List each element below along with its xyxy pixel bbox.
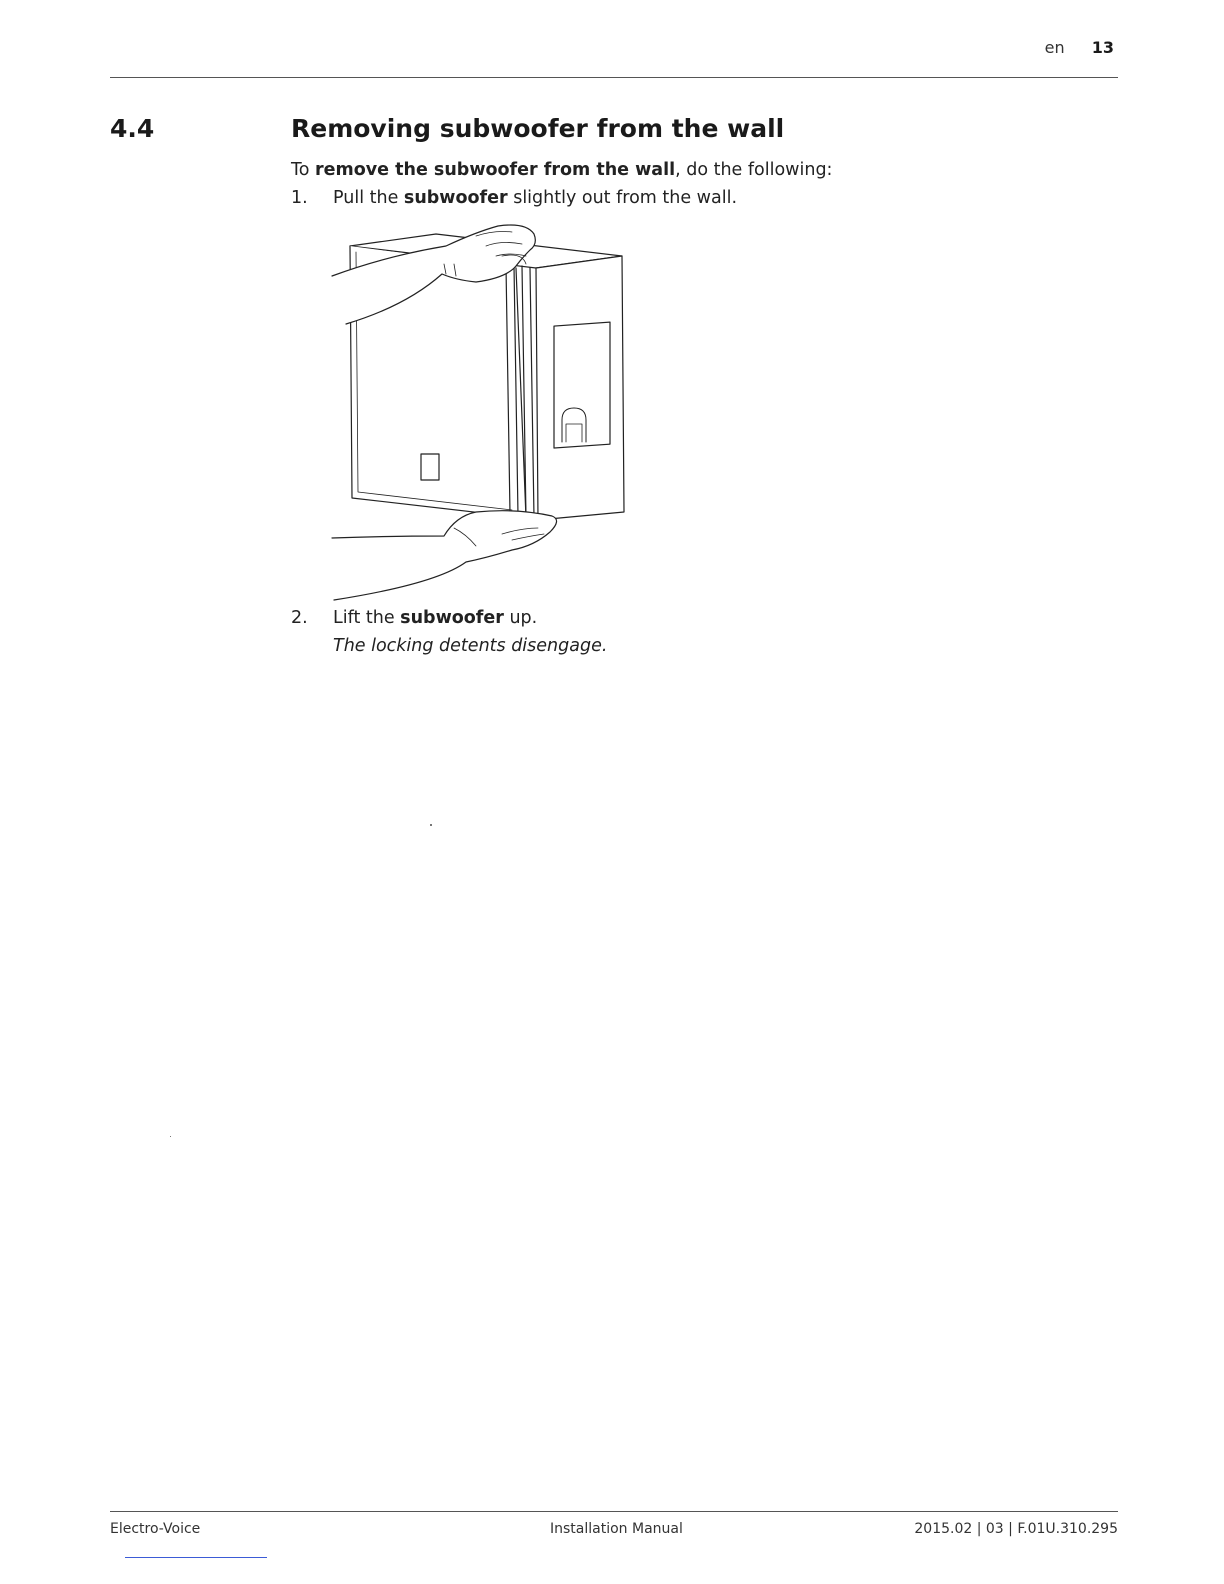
step-prefix: Pull the — [333, 188, 404, 208]
step-suffix: slightly out from the wall. — [507, 188, 738, 208]
footer-document-title: Installation Manual — [550, 1521, 683, 1537]
intro-paragraph — [291, 160, 832, 180]
step-prefix: Lift the — [333, 608, 401, 628]
section-number: 4.4 — [110, 114, 155, 143]
language-code: en — [1044, 38, 1065, 57]
footer-brand: Electro-Voice — [110, 1521, 201, 1537]
section-title: Removing subwoofer from the wall — [291, 114, 785, 143]
step-bold: subwoofer — [400, 608, 504, 628]
link-underline-mark — [125, 1557, 267, 1558]
scan-speck — [170, 1136, 171, 1137]
step-2-result: The locking detents disengage. — [333, 636, 608, 656]
page-number: 13 — [1091, 38, 1114, 57]
step-bold: subwoofer — [403, 188, 508, 208]
header-rule — [110, 77, 1118, 78]
page-header — [1045, 38, 1114, 57]
intro-bold: remove the subwoofer from the wall — [315, 160, 676, 180]
step-suffix: up. — [503, 608, 538, 628]
step-number: 1. — [291, 188, 308, 208]
intro-prefix: To — [291, 160, 315, 180]
step-2 — [291, 608, 537, 628]
subwoofer-removal-illustration — [326, 216, 636, 606]
footer-document-id: 2015.02 | 03 | F.01U.310.295 — [914, 1521, 1118, 1537]
scan-speck — [430, 824, 432, 826]
intro-suffix: , do the following: — [675, 160, 833, 180]
step-number: 2. — [291, 608, 308, 628]
footer-rule — [110, 1511, 1118, 1512]
step-1 — [291, 188, 737, 208]
